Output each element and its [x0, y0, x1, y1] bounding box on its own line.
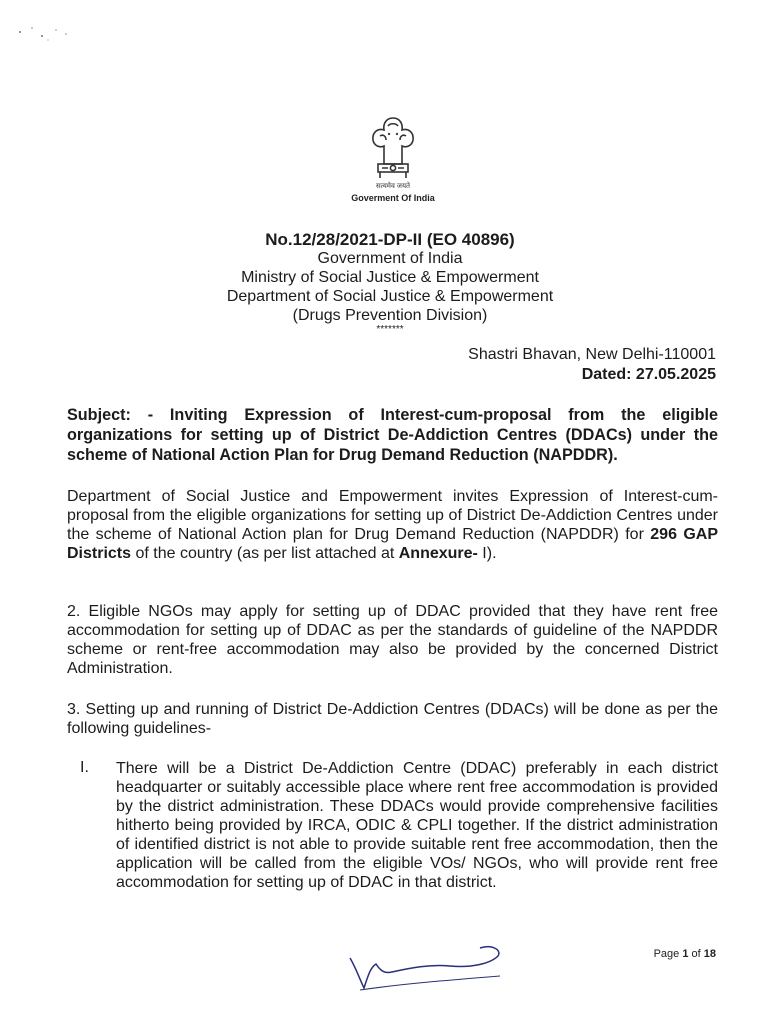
scan-specks: [14, 22, 74, 46]
page-prefix: Page: [653, 948, 683, 960]
page-number: [654, 948, 716, 960]
paragraph-3: 3. Setting up and running of District De-Addiction Centres (DDACs) will be done as per the following guidelines-: [67, 701, 718, 737]
state-emblem-icon: [358, 112, 428, 192]
paragraph-2: 2. Eligible NGOs may apply for setting up of DDAC provided that they have rent free accommodation for setting up of DDAC as per the standards of guideline of the NAPDDR scheme or rent-free accommodation may also be provided by the concerned District Administration.: [67, 603, 718, 677]
date-line: Dated: 27.05.2025: [581, 366, 716, 383]
intro-text-c: I).: [477, 545, 497, 562]
place-line: Shastri Bhavan, New Delhi-110001: [468, 346, 716, 363]
guideline-item-text: There will be a District De-Addiction Centre (DDAC) preferably in each district headquarter or suitably accessible place where rent free accommodation is provided by the district administration. These DDACs would provide comprehensive facilities hitherto being provided by IRCA, ODIC & CPLI together. If the district administration of identified district is not able to provide suitable rent free accommodation, then the application will be called from the eligible VOs/ NGOs, who will provide rent free accommodation for setting up of DDAC in that district.: [116, 760, 718, 891]
emblem-caption: Goverment Of India: [351, 193, 435, 203]
intro-text-b: of the country (as per list attached at: [131, 545, 399, 562]
signature-mark: [330, 928, 530, 998]
department-line: Department of Social Justice & Empowerment: [226, 288, 554, 305]
intro-gap-districts: 296 GAP Districts: [67, 526, 718, 562]
header-separator: *******: [376, 324, 404, 335]
intro-text-a: Department of Social Justice and Empowerment invites Expression of Interest-cum-proposal from the eligible organizations for setting up of District De-Addiction Centres under the scheme of National Action plan for Drug Demand Reduction (NAPDDR) for: [67, 488, 718, 543]
intro-annexure: Annexure-: [398, 545, 478, 562]
paragraph-intro: [67, 487, 718, 563]
subject-paragraph: Subject: - Inviting Expression of Interest-cum-proposal from the eligible organizations for setting up of District De-Addiction Centres (DDACs) under the scheme of National Action Plan for Drug Demand Reduction (NAPDDR).: [67, 406, 718, 464]
page-current: 1: [682, 948, 689, 960]
ministry-line: Ministry of Social Justice & Empowerment: [241, 269, 539, 286]
division-line: (Drugs Prevention Division): [292, 307, 488, 324]
guideline-item-number: I.: [80, 759, 89, 776]
page-mid: of: [688, 948, 704, 960]
emblem-motto: सत्यमेव जयते: [375, 183, 411, 190]
page-total: 18: [703, 948, 716, 960]
file-number: No.12/28/2021-DP-II (EO 40896): [265, 230, 515, 249]
government-line: Government of India: [317, 250, 463, 267]
